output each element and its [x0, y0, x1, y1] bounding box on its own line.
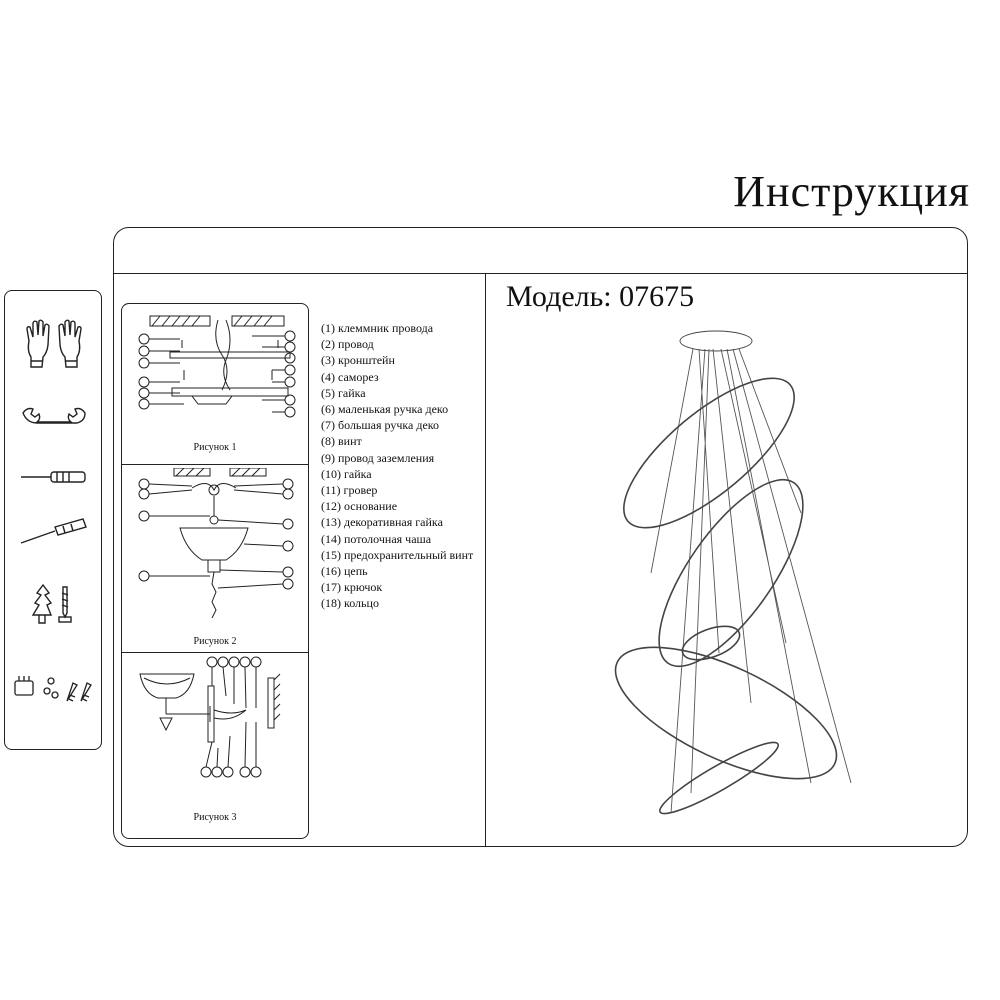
- wall-plug-screw-icon: [5, 583, 103, 625]
- list-item: (14) потолочная чаша: [321, 531, 432, 546]
- terminal-block-icon: [5, 671, 103, 705]
- wrench-icon: [5, 405, 103, 431]
- list-item: (18) кольцо: [321, 596, 379, 611]
- list-item: (15) предохранительный винт: [321, 547, 474, 562]
- list-item: (16) цепь: [321, 564, 368, 579]
- list-item: (4) саморез: [321, 369, 379, 384]
- screwdriver-icon: [5, 467, 103, 487]
- instruction-panel: [113, 227, 968, 847]
- figures-panel: [121, 303, 309, 839]
- chandelier-illustration: [601, 323, 861, 843]
- screwdriver-long-icon: [5, 517, 103, 547]
- list-item: (13) декоративная гайка: [321, 515, 443, 530]
- figure-3-diagram: [122, 656, 308, 796]
- header-divider: [114, 273, 967, 274]
- list-item: (17) крючок: [321, 580, 383, 595]
- list-item: (5) гайка: [321, 385, 366, 400]
- list-item: (11) гровер: [321, 483, 378, 498]
- gloves-icon: [5, 317, 103, 371]
- model-number: Модель: 07675: [506, 280, 695, 313]
- parts-legend: [321, 320, 481, 612]
- figure-separator: [122, 464, 308, 465]
- list-item: (8) винт: [321, 434, 362, 449]
- list-item: (12) основание: [321, 499, 398, 514]
- column-divider: [485, 273, 486, 846]
- document-title: Инструкция: [733, 167, 970, 216]
- figure-2-diagram: [122, 468, 308, 638]
- list-item: (3) кронштейн: [321, 353, 395, 368]
- figure-separator: [122, 652, 308, 653]
- list-item: (1) клеммник провода: [321, 321, 434, 335]
- tools-panel: [4, 290, 102, 750]
- list-item: (6) маленькая ручка деко: [321, 402, 449, 417]
- figure-1-caption: Рисунок 1: [193, 442, 237, 453]
- list-item: (7) большая ручка деко: [321, 418, 439, 433]
- figure-1-diagram: [122, 310, 308, 440]
- list-item: (10) гайка: [321, 466, 372, 481]
- list-item: (2) провод: [321, 337, 374, 352]
- figure-3-caption: Рисунок 3: [193, 812, 237, 823]
- figure-2-caption: Рисунок 2: [193, 636, 237, 647]
- list-item: (9) провод заземления: [321, 450, 435, 465]
